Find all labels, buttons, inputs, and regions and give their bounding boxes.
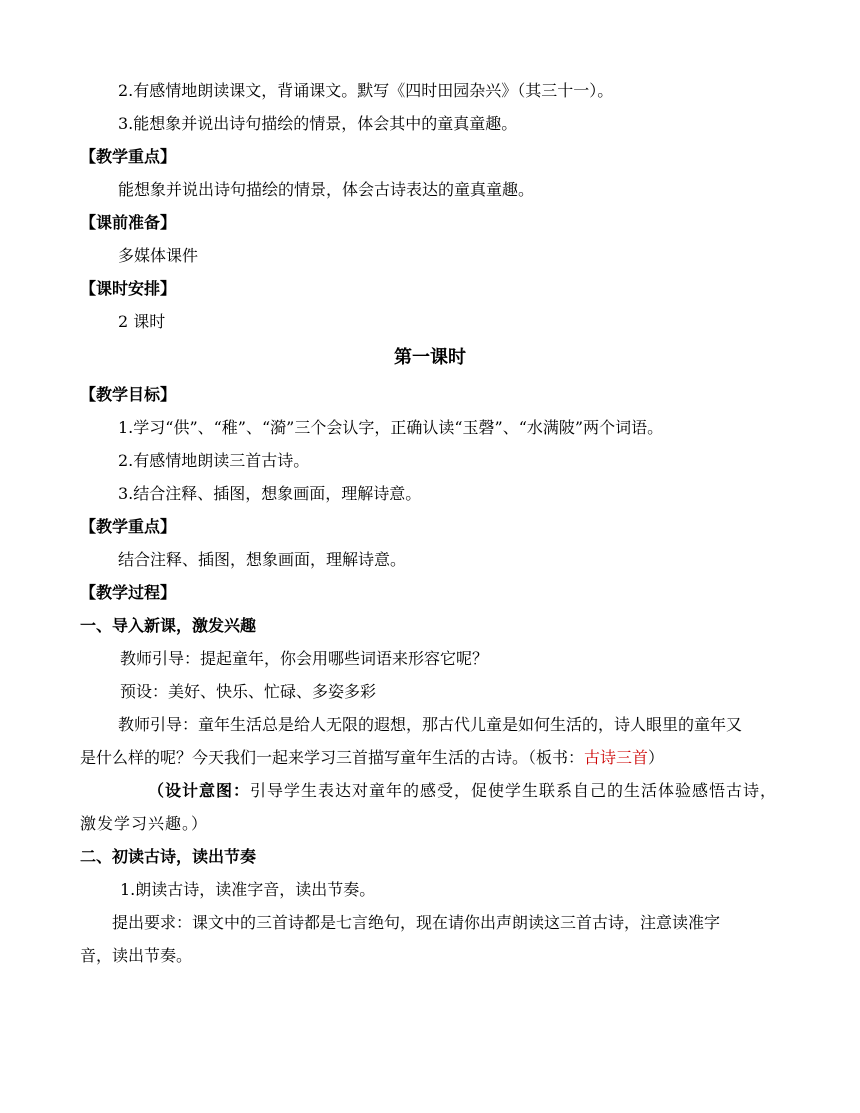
key-points-heading: 【教学重点】	[80, 147, 177, 166]
section2-item-1: 1.朗读古诗，读准字音，读出节奏。	[120, 880, 376, 899]
lesson1-key-heading: 【教学重点】	[80, 517, 177, 536]
section1-para-line-b	[80, 741, 780, 774]
schedule-heading: 【课时安排】	[80, 279, 177, 298]
lesson1-goals-heading: 【教学目标】	[80, 385, 177, 404]
design-note-line-b: 激发学习兴趣。）	[80, 814, 209, 833]
design-intent-note	[80, 774, 780, 840]
goal-item-2: 2.有感情地朗读课文，背诵课文。默写《四时田园杂兴》（其三十一）。	[118, 81, 614, 100]
section1-line-2: 预设：美好、快乐、忙碌、多姿多彩	[120, 682, 377, 701]
design-label: （设计意图：	[148, 781, 251, 800]
key-points-text: 能想象并说出诗句描绘的情景，体会古诗表达的童真童趣。	[118, 180, 535, 199]
board-text: 古诗三首	[584, 748, 649, 767]
section2-para-line-b: 音，读出节奏。	[80, 946, 193, 965]
prep-text: 多媒体课件	[118, 246, 199, 265]
section1-para-close: ）	[648, 748, 665, 767]
section1-line-1: 教师引导：提起童年，你会用哪些词语来形容它呢？	[120, 649, 489, 668]
section1-paragraph	[80, 708, 780, 774]
lesson1-goal-3: 3.结合注释、插图，想象画面，理解诗意。	[118, 484, 422, 503]
design-note-line-a	[80, 774, 780, 807]
section1-para-text-b: 是什么样的呢？今天我们一起来学习三首描写童年生活的古诗。（板书：	[80, 748, 585, 767]
document-page	[80, 74, 780, 972]
lesson1-title: 第一课时	[394, 347, 466, 368]
prep-heading: 【课前准备】	[80, 213, 177, 232]
lesson1-key-text: 结合注释、插图，想象画面，理解诗意。	[118, 550, 407, 569]
lesson1-goal-1: 1.学习“供”、“稚”、“漪”三个会认字，正确认读“玉磬”、“水满陂”两个词语。	[118, 418, 664, 437]
schedule-text: 2 课时	[118, 312, 166, 331]
lesson1-goal-2: 2.有感情地朗读三首古诗。	[118, 451, 310, 470]
section2-title: 二、初读古诗，读出节奏	[80, 847, 257, 866]
process-heading: 【教学过程】	[80, 583, 177, 602]
section2-paragraph	[80, 906, 780, 972]
design-text-a: 引导学生表达对童年的感受，促使学生联系自己的生活体验感悟古诗，	[250, 781, 778, 800]
section2-para-line-a: 提出要求：课文中的三首诗都是七言绝句，现在请你出声朗读这三首古诗，注意读准字	[112, 913, 721, 932]
section1-title: 一、导入新课，激发兴趣	[80, 616, 257, 635]
goal-item-3: 3.能想象并说出诗句描绘的情景，体会其中的童真童趣。	[118, 114, 518, 133]
section1-para-line-a: 教师引导：童年生活总是给人无限的遐想，那古代儿童是如何生活的，诗人眼里的童年又	[118, 715, 743, 734]
